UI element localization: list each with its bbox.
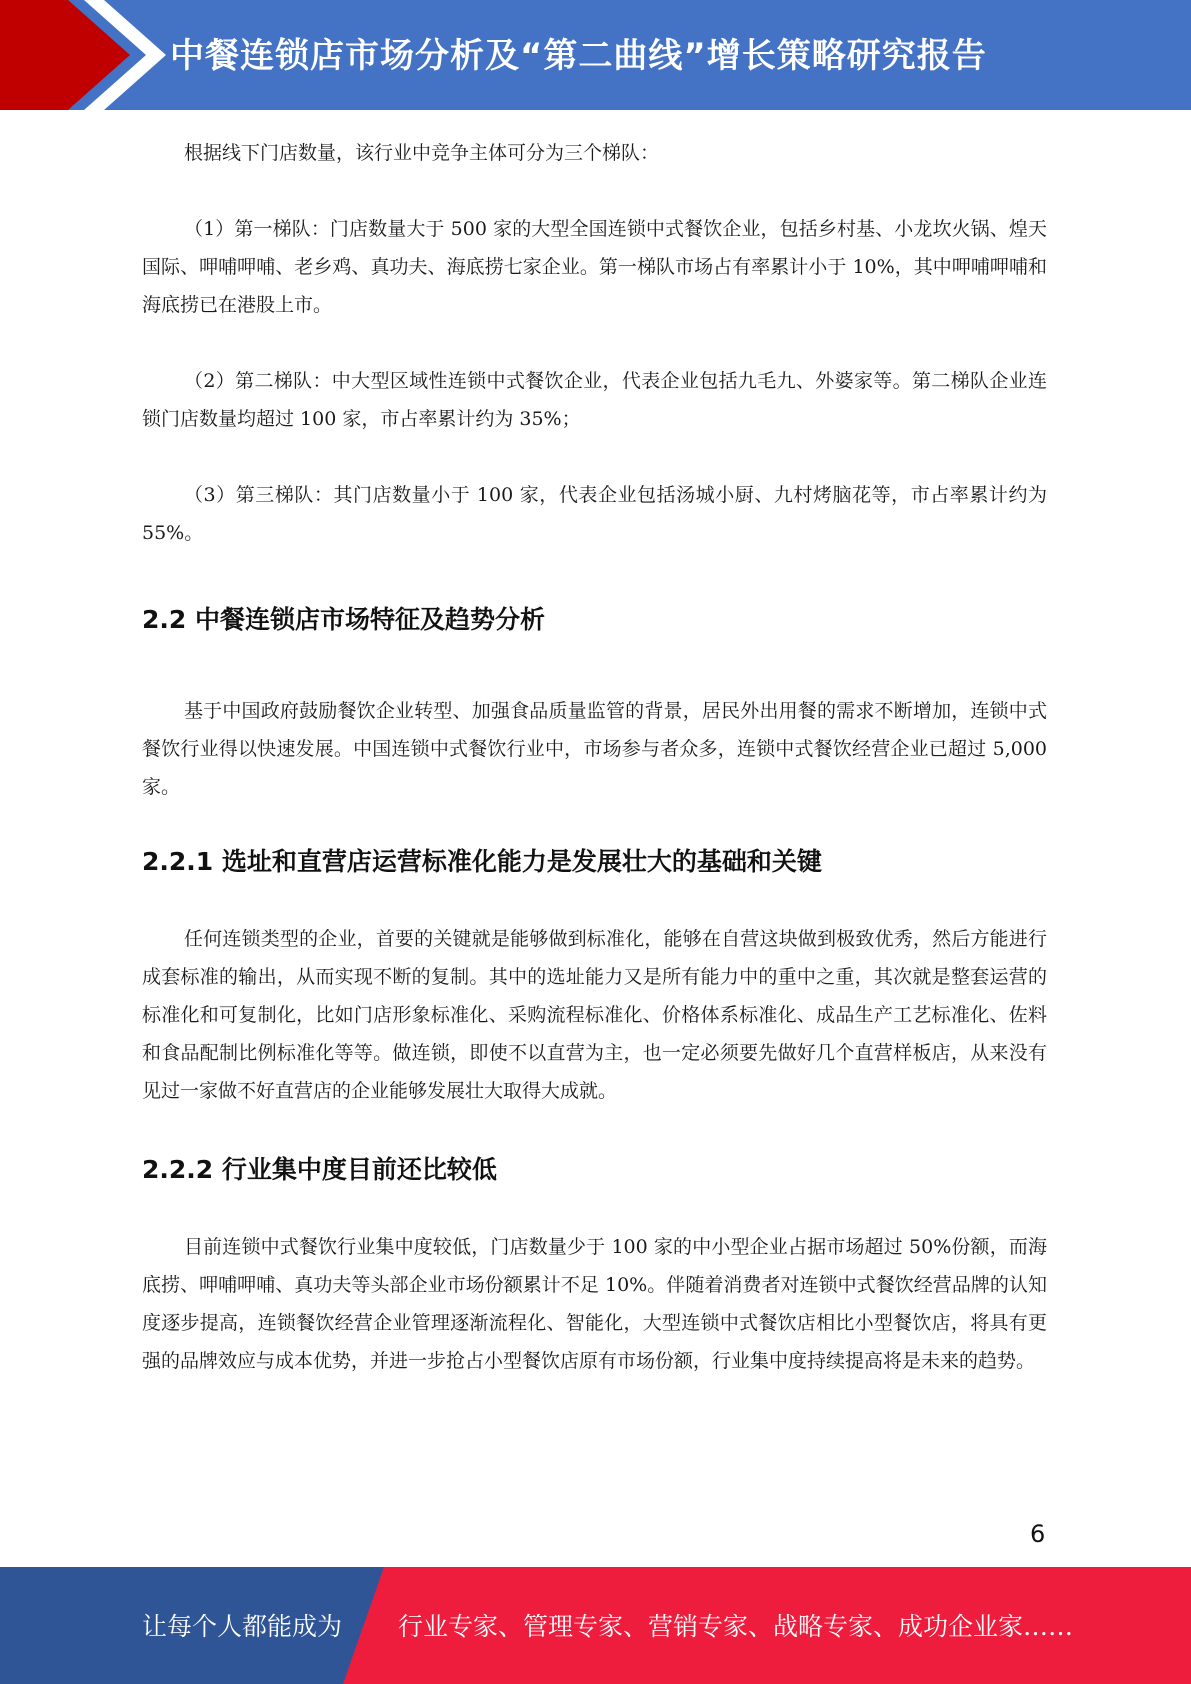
- section-2-2-1-heading: 2.2.1 选址和直营店运营标准化能力是发展壮大的基础和关键: [142, 847, 822, 876]
- section-2-2-2-heading: 2.2.2 行业集中度目前还比较低: [142, 1155, 497, 1184]
- report-header: [0, 0, 1191, 110]
- report-title: 中餐连锁店市场分析及“第二曲线”增长策略研究报告: [170, 36, 987, 76]
- page-number: 6: [1030, 1520, 1046, 1548]
- report-footer: [0, 1567, 1191, 1684]
- section-2-2-2-paragraph: 目前连锁中式餐饮行业集中度较低，门店数量少于 100 家的中小型企业占据市场超过 50%份额，而海底捞、呷哺呷哺、真功夫等头部企业市场份额累计不足 10%。伴随着消费者对连锁中式餐饮经营品牌的认知度逐步提高，连锁餐饮经营企业管理逐渐流程化、智能化，大型连锁中式餐饮店相比小型餐饮店，将具有更强的品牌效应与成本优势，并进一步抢占小型餐饮店原有市场份额，行业集中度持续提高将是未来的趋势。: [142, 1236, 1047, 1372]
- intro-paragraph: 根据线下门店数量，该行业中竞争主体可分为三个梯队：: [184, 142, 660, 164]
- section-2-2-heading: 2.2 中餐连锁店市场特征及趋势分析: [142, 605, 545, 634]
- tier1-paragraph: （1）第一梯队：门店数量大于 500 家的大型全国连锁中式餐饮企业，包括乡村基、小龙坎火锅、煌天国际、呷哺呷哺、老乡鸡、真功夫、海底捞七家企业。第一梯队市场占有率累计小于 10%，其中呷哺呷哺和海底捞已在港股上市。: [142, 218, 1047, 316]
- tier3-paragraph: （3）第三梯队：其门店数量小于 100 家，代表企业包括汤城小厨、九村烤脑花等，市占率累计约为 55%。: [142, 484, 1047, 544]
- section-2-2-1-paragraph: 任何连锁类型的企业，首要的关键就是能够做到标准化，能够在自营这块做到极致优秀，然后方能进行成套标准的输出，从而实现不断的复制。其中的选址能力又是所有能力中的重中之重，其次就是整套运营的标准化和可复制化，比如门店形象标准化、采购流程标准化、价格体系标准化、成品生产工艺标准化、佐料和食品配制比例标准化等等。做连锁，即使不以直营为主，也一定必须要先做好几个直营样板店，从来没有见过一家做不好直营店的企业能够发展壮大取得大成就。: [142, 928, 1047, 1102]
- tier2-paragraph: （2）第二梯队：中大型区域性连锁中式餐饮企业，代表企业包括九毛九、外婆家等。第二梯队企业连锁门店数量均超过 100 家，市占率累计约为 35%；: [142, 370, 1047, 430]
- section-2-2-paragraph: 基于中国政府鼓励餐饮企业转型、加强食品质量监管的背景，居民外出用餐的需求不断增加，连锁中式餐饮行业得以快速发展。中国连锁中式餐饮行业中，市场参与者众多，连锁中式餐饮经营企业已超过 5,000 家。: [142, 700, 1047, 798]
- footer-slogan-left: 让每个人都能成为: [142, 1612, 343, 1641]
- footer-slogan-right: 行业专家、管理专家、营销专家、战略专家、成功企业家……: [398, 1612, 1074, 1641]
